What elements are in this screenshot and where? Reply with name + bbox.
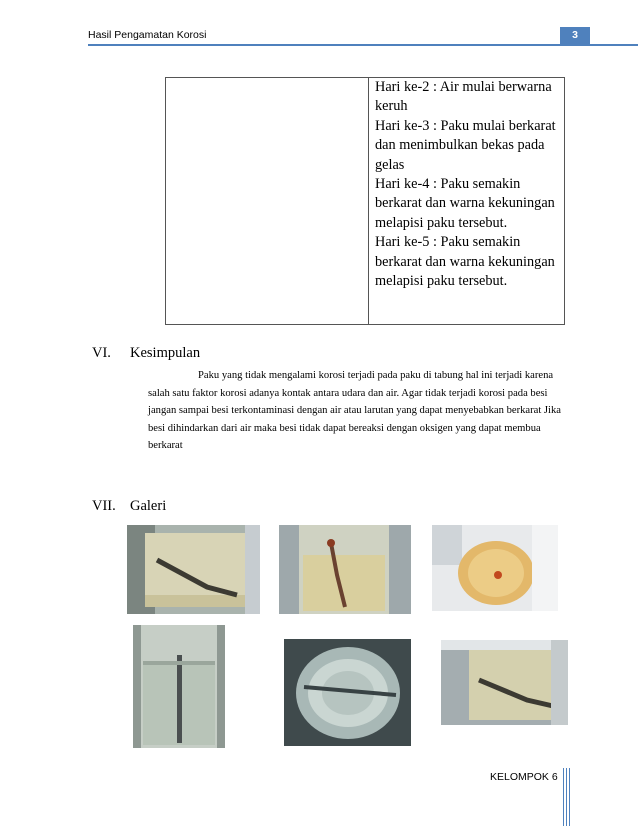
footer-rule-3 xyxy=(569,768,570,826)
footer-rule-1 xyxy=(563,768,564,826)
page-number: 3 xyxy=(560,27,590,44)
conclusion-paragraph: Paku yang tidak mengalami korosi terjadi pada paku di tabung hal ini terjadi karena salah satu faktor korosi adanya kontak antara udara dan air. Agar tidak terjadi korosi pada besi jangan sampai besi terkontaminasi dengan air atau larutan yang dapat menyebabkan berkarat Jika besi dihindarkan dari air maka besi tidak dapat bereaksi dengan oksigen yang dapat membua berkarat xyxy=(148,370,561,452)
observation-table xyxy=(165,77,565,325)
gallery-photo-5 xyxy=(284,639,411,746)
header-title: Hasil Pengamatan Korosi xyxy=(88,29,207,41)
conclusion-text xyxy=(148,367,568,455)
gallery-photo-2 xyxy=(279,525,411,614)
header-rule xyxy=(88,44,638,46)
section-vii-number: VII. xyxy=(92,498,116,514)
gallery-photo-3 xyxy=(432,525,558,611)
gallery-photo-6 xyxy=(441,640,568,725)
observation-day-3: Hari ke-3 : Paku mulai berkarat dan menimbulkan bekas pada gelas xyxy=(375,117,556,173)
observation-text-cell xyxy=(369,78,564,324)
footer-rule-2 xyxy=(566,768,567,826)
section-vii-heading xyxy=(92,498,166,515)
observation-day-4: Hari ke-4 : Paku semakin berkarat dan warna kekuningan melapisi paku tersebut. xyxy=(375,176,555,231)
section-vi-heading xyxy=(92,345,200,362)
gallery-photo-1 xyxy=(127,525,260,614)
section-vii-title: Galeri xyxy=(130,498,167,514)
footer-group: KELOMPOK 6 xyxy=(490,771,558,783)
section-vi-title: Kesimpulan xyxy=(130,345,201,361)
observation-day-5: Hari ke-5 : Paku semakin berkarat dan warna kekuningan melapisi paku tersebut. xyxy=(375,234,555,290)
gallery-photo-4 xyxy=(133,625,225,748)
section-vi-number: VI. xyxy=(92,345,111,361)
observation-image-cell xyxy=(166,78,369,324)
observation-day-2: Hari ke-2 : Air mulai berwarna keruh xyxy=(375,79,552,115)
